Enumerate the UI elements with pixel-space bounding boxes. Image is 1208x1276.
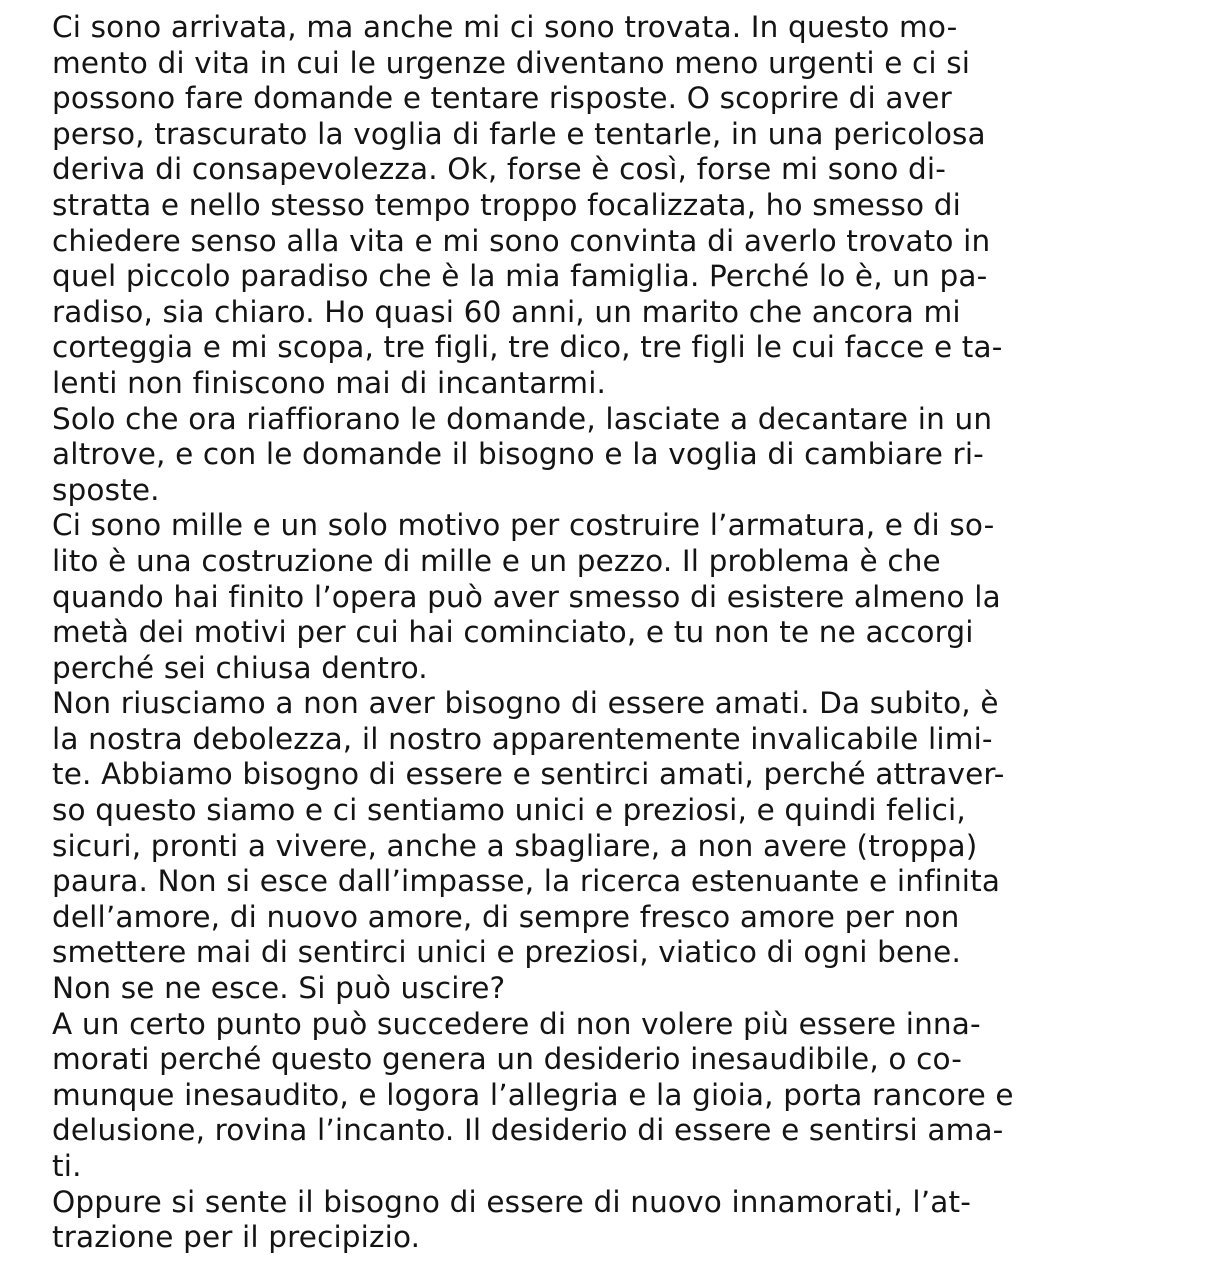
document-body bbox=[52, 10, 1192, 1256]
text-line: mento di vita in cui le urgenze diventano meno urgenti e ci si bbox=[52, 45, 971, 80]
text-line: corteggia e mi scopa, tre figli, tre dico, tre figli le cui facce e ta- bbox=[52, 330, 1003, 365]
text-line: radiso, sia chiaro. Ho quasi 60 anni, un marito che ancora mi bbox=[52, 294, 961, 329]
text-line: chiedere senso alla vita e mi sono convinta di averlo trovato in bbox=[52, 223, 991, 258]
text-line: munque inesaudito, e logora l’allegria e la gioia, porta rancore e bbox=[52, 1077, 1014, 1112]
text-line: Ci sono mille e un solo motivo per costruire l’armatura, e di so- bbox=[52, 508, 995, 543]
text-line: lenti non finiscono mai di incantarmi. bbox=[52, 365, 607, 400]
text-line: te. Abbiamo bisogno di essere e sentirci amati, perché attraver- bbox=[52, 757, 1005, 792]
text-line: altrove, e con le domande il bisogno e la voglia di cambiare ri- bbox=[52, 437, 984, 472]
text-line: Non se ne esce. Si può uscire? bbox=[52, 971, 506, 1006]
text-line: sicuri, pronti a vivere, anche a sbagliare, a non avere (troppa) bbox=[52, 828, 978, 863]
text-line: sposte. bbox=[52, 472, 160, 507]
text-line: quando hai finito l’opera può aver smesso di esistere almeno la bbox=[52, 579, 1001, 614]
text-line: dell’amore, di nuovo amore, di sempre fresco amore per non bbox=[52, 899, 960, 934]
text-line: deriva di consapevolezza. Ok, forse è così, forse mi sono di- bbox=[52, 152, 947, 187]
text-line: Solo che ora riaffiorano le domande, lasciate a decantare in un bbox=[52, 401, 993, 436]
text-line: possono fare domande e tentare risposte. O scoprire di aver bbox=[52, 81, 952, 116]
text-line: perso, trascurato la voglia di farle e tentarle, in una pericolosa bbox=[52, 116, 986, 151]
text-line: smettere mai di sentirci unici e preziosi, viatico di ogni bene. bbox=[52, 935, 961, 970]
text-line: ti. bbox=[52, 1149, 82, 1183]
text-line: perché sei chiusa dentro. bbox=[52, 650, 428, 685]
text-line: morati perché questo genera un desiderio inesaudibile, o co- bbox=[52, 1042, 963, 1077]
text-line: metà dei motivi per cui hai cominciato, e tu non te ne accorgi bbox=[52, 615, 974, 650]
text-line: so questo siamo e ci sentiamo unici e preziosi, e quindi felici, bbox=[52, 793, 966, 828]
text-line: Oppure si sente il bisogno di essere di nuovo innamorati, l’at- bbox=[52, 1184, 972, 1219]
text-line: delusione, rovina l’incanto. Il desiderio di essere e sentirsi ama- bbox=[52, 1113, 1004, 1148]
text-line: trazione per il precipizio. bbox=[52, 1220, 421, 1255]
text-line: la nostra debolezza, il nostro apparentemente invalicabile limi- bbox=[52, 721, 993, 756]
text-line: quel piccolo paradiso che è la mia famiglia. Perché lo è, un pa- bbox=[52, 259, 988, 294]
text-line: stratta e nello stesso tempo troppo focalizzata, ho smesso di bbox=[52, 187, 961, 222]
text-line: lito è una costruzione di mille e un pezzo. Il problema è che bbox=[52, 543, 941, 578]
text-line: Non riusciamo a non aver bisogno di essere amati. Da subito, è bbox=[52, 686, 999, 721]
text-line: Ci sono arrivata, ma anche mi ci sono trovata. In questo mo- bbox=[52, 10, 958, 44]
text-line: paura. Non si esce dall’impasse, la ricerca estenuante e infinita bbox=[52, 864, 1001, 899]
text-line: A un certo punto può succedere di non volere più essere inna- bbox=[52, 1006, 981, 1041]
